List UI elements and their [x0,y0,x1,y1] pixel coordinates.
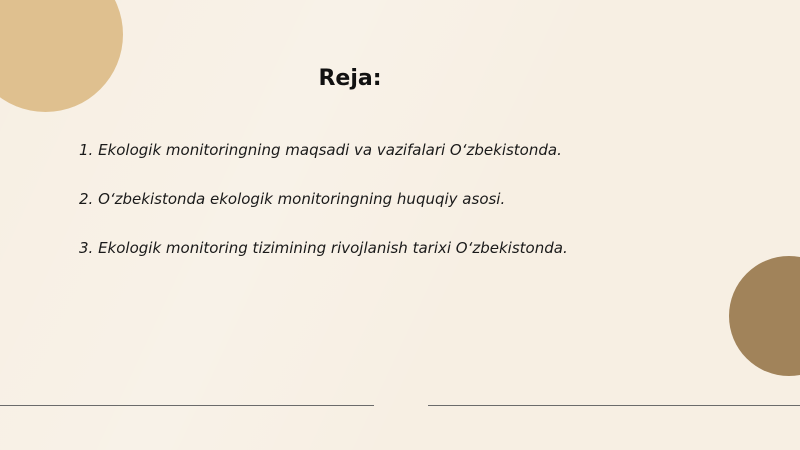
divider-right [428,405,800,406]
agenda-item-3: 3. Ekologik monitoring tizimining rivojlanish tarixi O‘zbekistonda. [79,239,568,257]
agenda-item-2: 2. O‘zbekistonda ekologik monitoringning huquqiy asosi. [79,190,506,208]
decorative-circle-bottom-right [729,256,800,376]
slide-title: Reja: [318,66,382,91]
agenda-item-1: 1. Ekologik monitoringning maqsadi va vazifalari O‘zbekistonda. [79,141,562,159]
agenda-list [79,140,568,287]
divider-left [0,405,374,406]
decorative-circle-top-left [0,0,123,112]
